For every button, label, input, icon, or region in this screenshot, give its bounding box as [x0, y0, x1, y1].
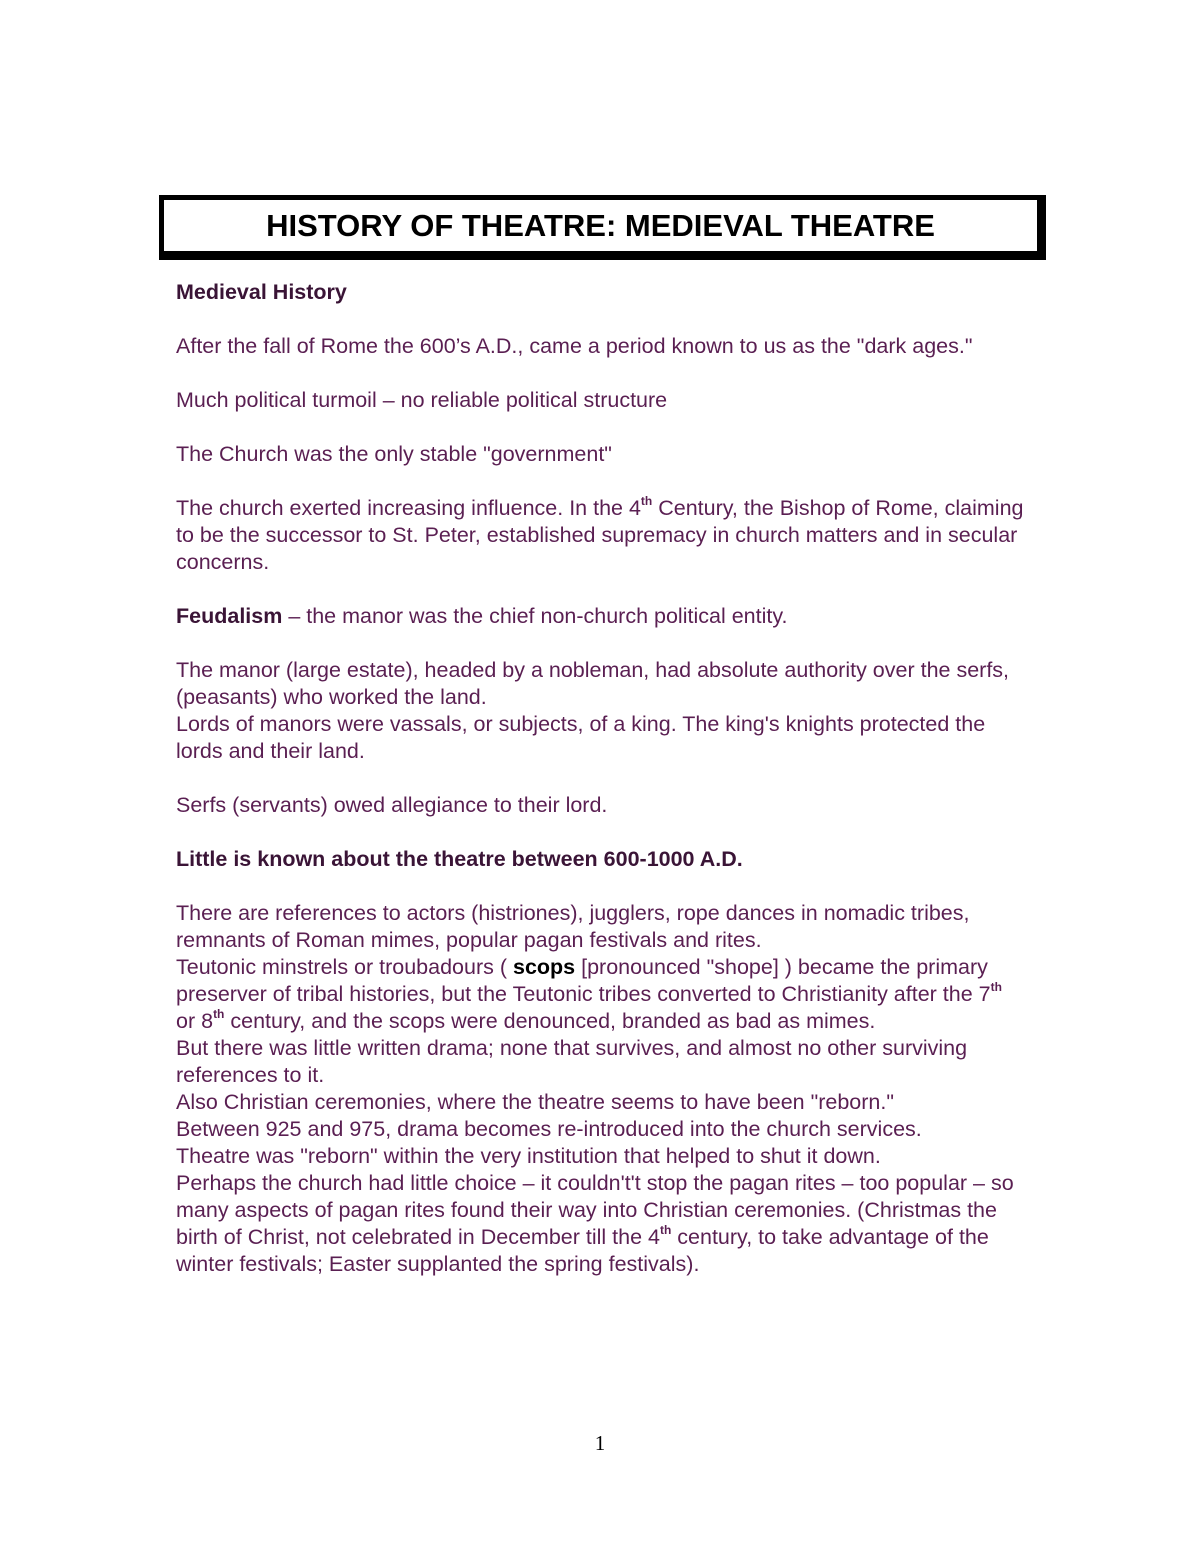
- document-title: HISTORY OF THEATRE: MEDIEVAL THEATRE: [266, 207, 935, 243]
- paragraph-references: There are references to actors (histriones), jugglers, rope dances in nomadic tribes, remnants of Roman mimes, popular pagan festivals and rites.: [176, 901, 970, 952]
- paragraph-lords-vassals: Lords of manors were vassals, or subjects, of a king. The king's knights protected the lords and their land.: [176, 712, 986, 763]
- paragraph-christian-ceremonies: Also Christian ceremonies, where the theatre seems to have been "reborn.": [176, 1090, 894, 1114]
- title-box: [159, 195, 1046, 260]
- paragraph-fall-of-rome: After the fall of Rome the 600’s A.D., came a period known to us as the "dark ages.": [176, 334, 973, 358]
- paragraph-little-drama: But there was little written drama; none that survives, and almost no other surviving references to it.: [176, 1036, 968, 1087]
- heading-medieval-history: Medieval History: [176, 280, 347, 304]
- term-feudalism: Feudalism: [176, 604, 283, 628]
- heading-little-known: Little is known about the theatre between 600-1000 A.D.: [176, 847, 743, 871]
- page-number: 1: [594, 1431, 606, 1455]
- paragraph-theatre-reborn: Theatre was "reborn" within the very institution that helped to shut it down.: [176, 1144, 881, 1168]
- paragraph-serfs: Serfs (servants) owed allegiance to their lord.: [176, 793, 608, 817]
- paragraph-church-influence: The church exerted increasing influence. In the 4th Century, the Bishop of Rome, claiming to be the successor to St. Peter, established supremacy in church matters and in secular concerns.: [176, 494, 1024, 574]
- paragraph-political-turmoil: Much political turmoil – no reliable political structure: [176, 388, 668, 412]
- paragraph-feudalism: Feudalism – the manor was the chief non-church political entity.: [176, 604, 788, 628]
- paragraph-manor: The manor (large estate), headed by a nobleman, had absolute authority over the serfs, (peasants) who worked the land.: [176, 658, 1010, 709]
- paragraph-scops: Teutonic minstrels or troubadours ( scops [pronounced "shope] ) became the primary preserver of tribal histories, but the Teutonic tribes converted to Christianity after the 7th or 8th century, and the scops were denounced, branded as bad as mimes.: [176, 955, 1002, 1033]
- paragraph-church-government: The Church was the only stable "government": [176, 442, 612, 466]
- term-scops: scops: [512, 955, 576, 979]
- paragraph-pagan-rites: Perhaps the church had little choice – it couldn't't stop the pagan rites – too popular – so many aspects of pagan rites found their way into Christian ceremonies. (Christmas the birth of Christ, not celebrated in December till the 4th century, to take advantage of the winter festivals; Easter supplanted the spring festivals).: [176, 1171, 1014, 1276]
- document-body: [176, 279, 1026, 1278]
- paragraph-between-925-975: Between 925 and 975, drama becomes re-introduced into the church services.: [176, 1117, 922, 1141]
